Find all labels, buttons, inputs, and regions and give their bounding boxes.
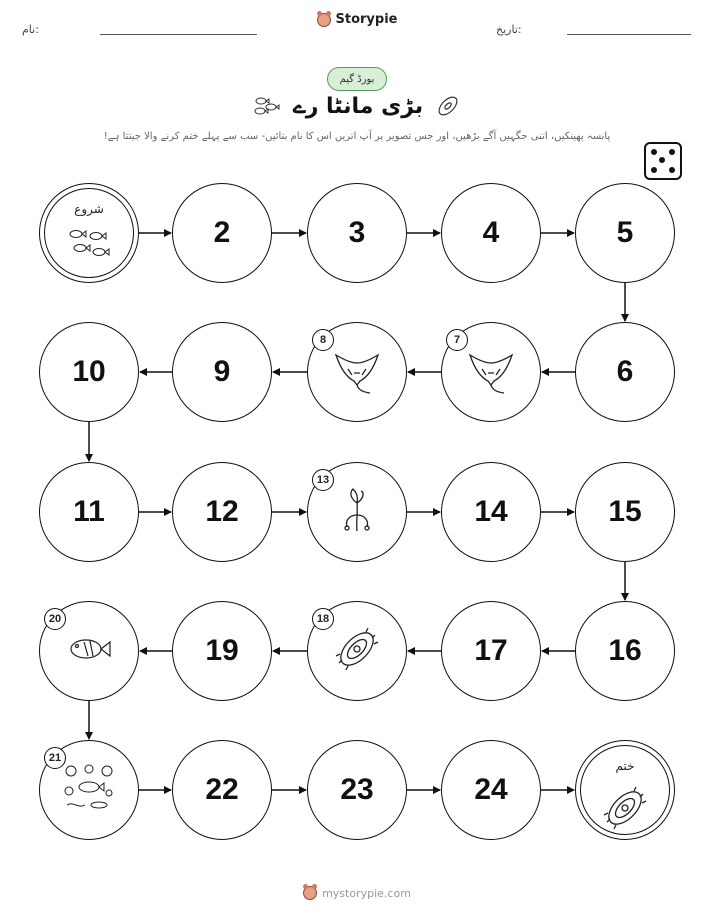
space-number: 10 [72, 355, 106, 388]
space-number: 9 [213, 355, 231, 388]
space-number: 14 [474, 495, 508, 528]
space-number: 24 [474, 773, 508, 806]
space-number: 17 [474, 634, 508, 667]
plankton-icon [600, 783, 650, 837]
instructions-text: پانسہ پھینکیں، اتنی جگہیں آگے بڑھیں، اور جس تصویر پر آپ اتریں اس کا نام بتائیں- سب سے پہلے ختم کرنے والا جیتتا ہے! [103, 131, 611, 142]
finish-label: ختم [615, 759, 635, 773]
board-space [39, 462, 139, 562]
board-space [575, 183, 675, 283]
board-space [39, 740, 139, 840]
space-number: 11 [73, 495, 105, 528]
page-title: بڑی مانٹا رے [292, 93, 424, 119]
board-space [575, 740, 675, 840]
date-label: تاریخ: [496, 23, 522, 36]
footer-url[interactable]: mystorypie.com [322, 886, 411, 900]
board-space [39, 183, 139, 283]
board-space [441, 322, 541, 422]
board-space [307, 183, 407, 283]
board-space [441, 462, 541, 562]
name-label: نام: [22, 23, 39, 36]
start-label: شروع [74, 202, 104, 216]
space-number: 23 [340, 773, 374, 806]
board-space [575, 322, 675, 422]
seaweed-icon [337, 485, 377, 539]
board-space [172, 183, 272, 283]
board-space [172, 601, 272, 701]
space-number: 16 [608, 634, 642, 667]
space-number: 2 [213, 216, 231, 249]
space-number: 6 [616, 355, 634, 388]
storypie-bear-icon [303, 886, 317, 900]
space-number: 5 [616, 216, 634, 249]
board-space [172, 322, 272, 422]
space-number: 15 [608, 495, 642, 528]
space-number-badge: 7 [446, 329, 468, 351]
space-number-badge: 21 [44, 747, 66, 769]
board-space [307, 322, 407, 422]
space-number: 19 [205, 634, 239, 667]
board-space [575, 601, 675, 701]
footer [0, 886, 714, 900]
board-space [307, 740, 407, 840]
space-number: 4 [482, 216, 500, 249]
space-number-badge: 20 [44, 608, 66, 630]
ocean-life-icon [59, 761, 119, 819]
manta-ray-icon [464, 345, 518, 399]
fish-school-icon [66, 226, 112, 264]
space-number-badge: 8 [312, 329, 334, 351]
fish-icon [64, 629, 114, 673]
manta-ray-icon [330, 345, 384, 399]
space-number: 12 [205, 495, 239, 528]
board-space [39, 322, 139, 422]
board-space [172, 462, 272, 562]
board-space [172, 740, 272, 840]
plankton-icon [332, 624, 382, 678]
board-space [39, 601, 139, 701]
board-space [441, 183, 541, 283]
board-space [307, 462, 407, 562]
game-type-badge: بورڈ گیم [327, 67, 387, 91]
space-number: 3 [348, 216, 366, 249]
board-space [307, 601, 407, 701]
space-number-badge: 13 [312, 469, 334, 491]
board-space [575, 462, 675, 562]
brand-name: Storypie [335, 12, 398, 27]
space-number: 22 [205, 773, 239, 806]
space-number-badge: 18 [312, 608, 334, 630]
board-space [441, 601, 541, 701]
board-space [441, 740, 541, 840]
